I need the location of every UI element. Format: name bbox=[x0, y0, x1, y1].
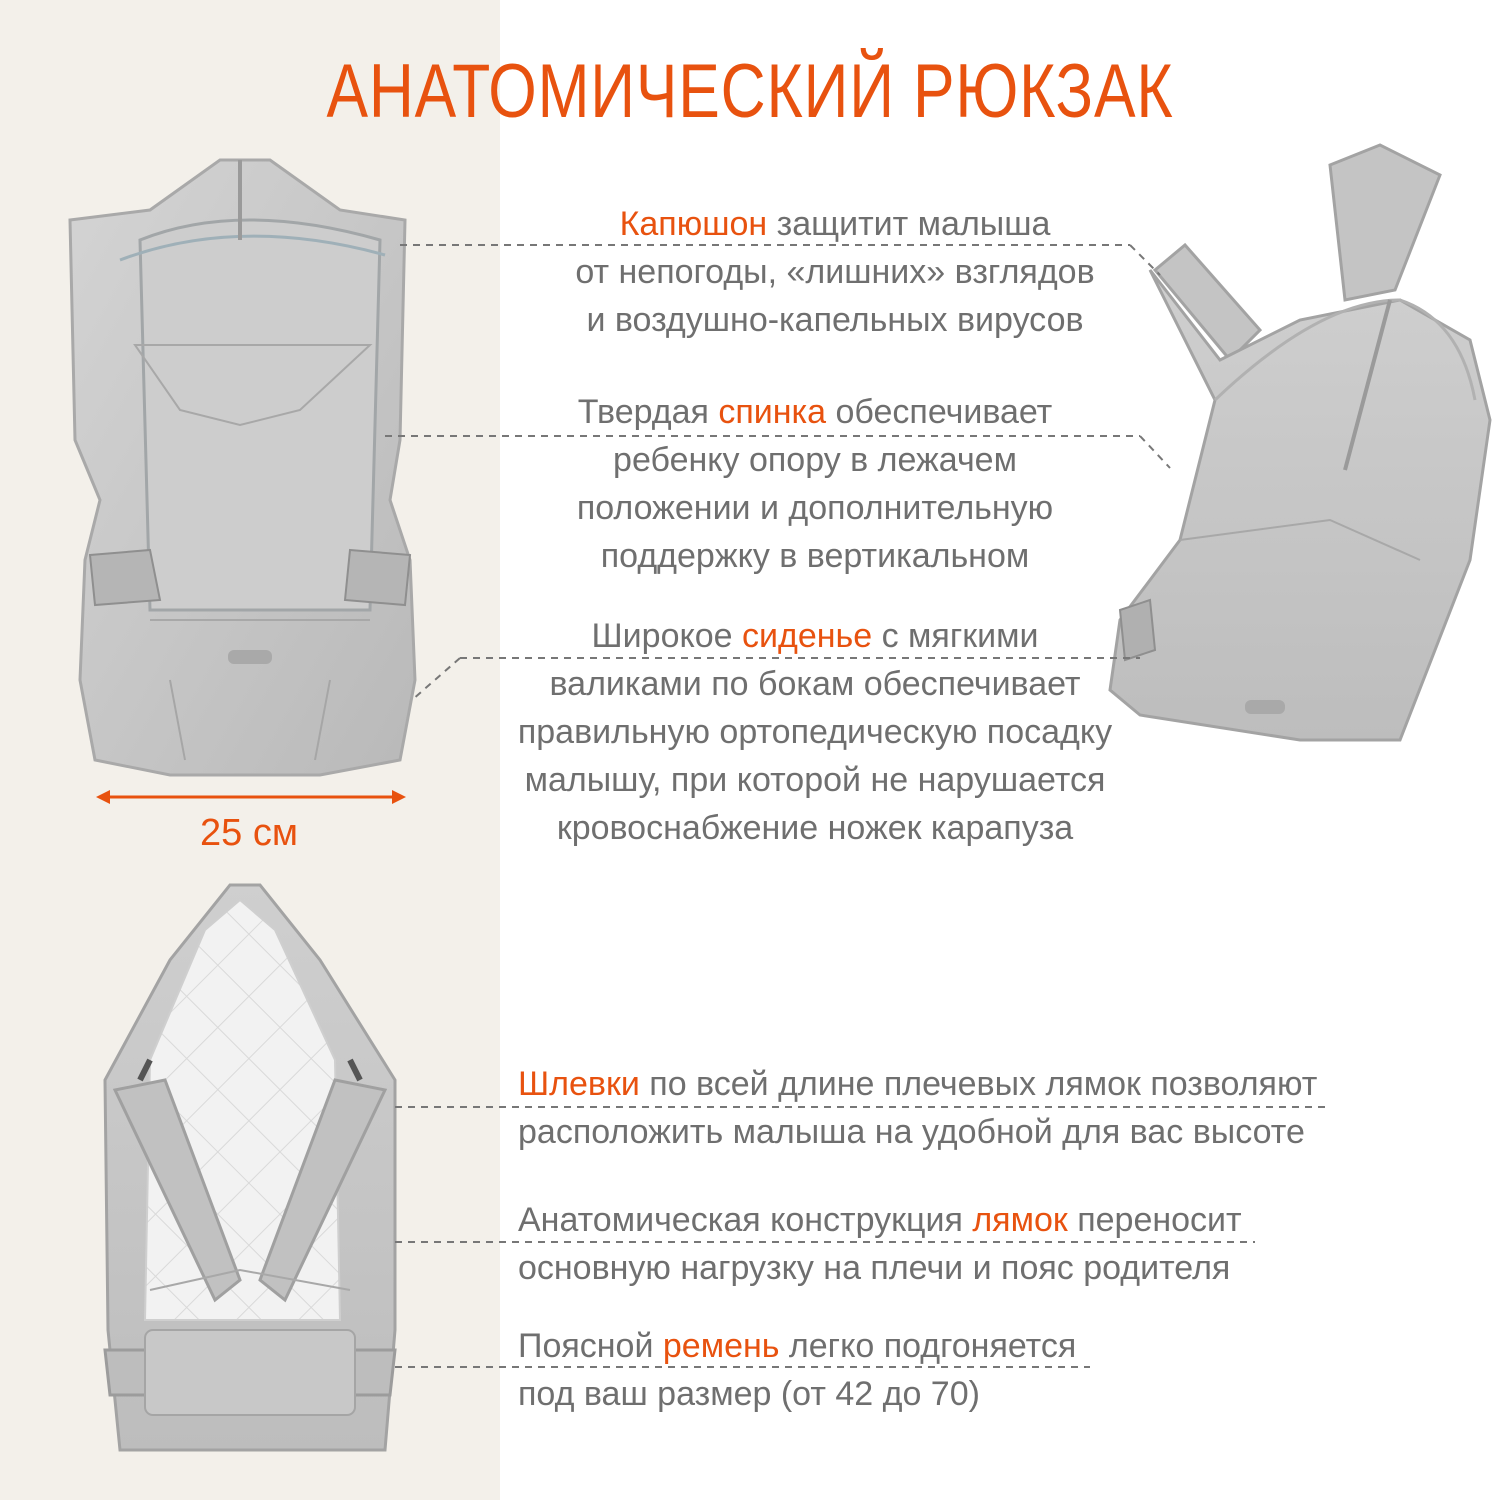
feature-seat bbox=[470, 612, 1160, 852]
feature-line: правильную ортопедическую посадку bbox=[517, 713, 1113, 751]
width-label: 25 см bbox=[200, 812, 298, 854]
feature-line: ребенку опору в лежачем bbox=[613, 441, 1017, 479]
feature-line: Широкое сиденье с мягкими bbox=[591, 617, 1039, 655]
feature-line: от непогоды, «лишних» взглядов bbox=[575, 253, 1095, 291]
feature-line: Анатомическая конструкция лямок переносит bbox=[518, 1201, 1242, 1239]
feature-loops bbox=[518, 1060, 1378, 1156]
carrier-back-view bbox=[105, 885, 395, 1450]
feature-line: валиками по бокам обеспечивает bbox=[549, 665, 1081, 703]
feature-hood bbox=[520, 200, 1150, 344]
feature-back-panel bbox=[500, 388, 1130, 580]
feature-line: Капюшон защитит малыша bbox=[619, 205, 1051, 243]
carrier-front-view bbox=[70, 160, 415, 775]
feature-line: положении и дополнительную bbox=[576, 489, 1054, 527]
feature-line: Поясной ремень легко подгоняется bbox=[518, 1327, 1077, 1365]
feature-line: расположить малыша на удобной для вас высоте bbox=[518, 1113, 1305, 1151]
feature-line: основную нагрузку на плечи и пояс родителя bbox=[518, 1249, 1231, 1287]
feature-line: под ваш размер (от 42 до 70) bbox=[518, 1375, 980, 1413]
feature-line: кровоснабжение ножек карапуза bbox=[556, 809, 1074, 847]
feature-line: малышу, при которой не нарушается bbox=[524, 761, 1106, 799]
feature-line: Твердая спинка обеспечивает bbox=[577, 393, 1053, 431]
feature-line: поддержку в вертикальном bbox=[600, 537, 1030, 575]
carrier-side-view bbox=[1110, 145, 1490, 740]
width-dimension-arrow bbox=[96, 790, 406, 804]
feature-line: Шлевки по всей длине плечевых лямок позволяют bbox=[518, 1065, 1318, 1103]
feature-straps bbox=[518, 1196, 1378, 1292]
feature-line: и воздушно-капельных вирусов bbox=[586, 301, 1084, 339]
page-title: АНАТОМИЧЕСКИЙ РЮКЗАК bbox=[326, 49, 1174, 134]
feature-belt bbox=[518, 1322, 1378, 1418]
